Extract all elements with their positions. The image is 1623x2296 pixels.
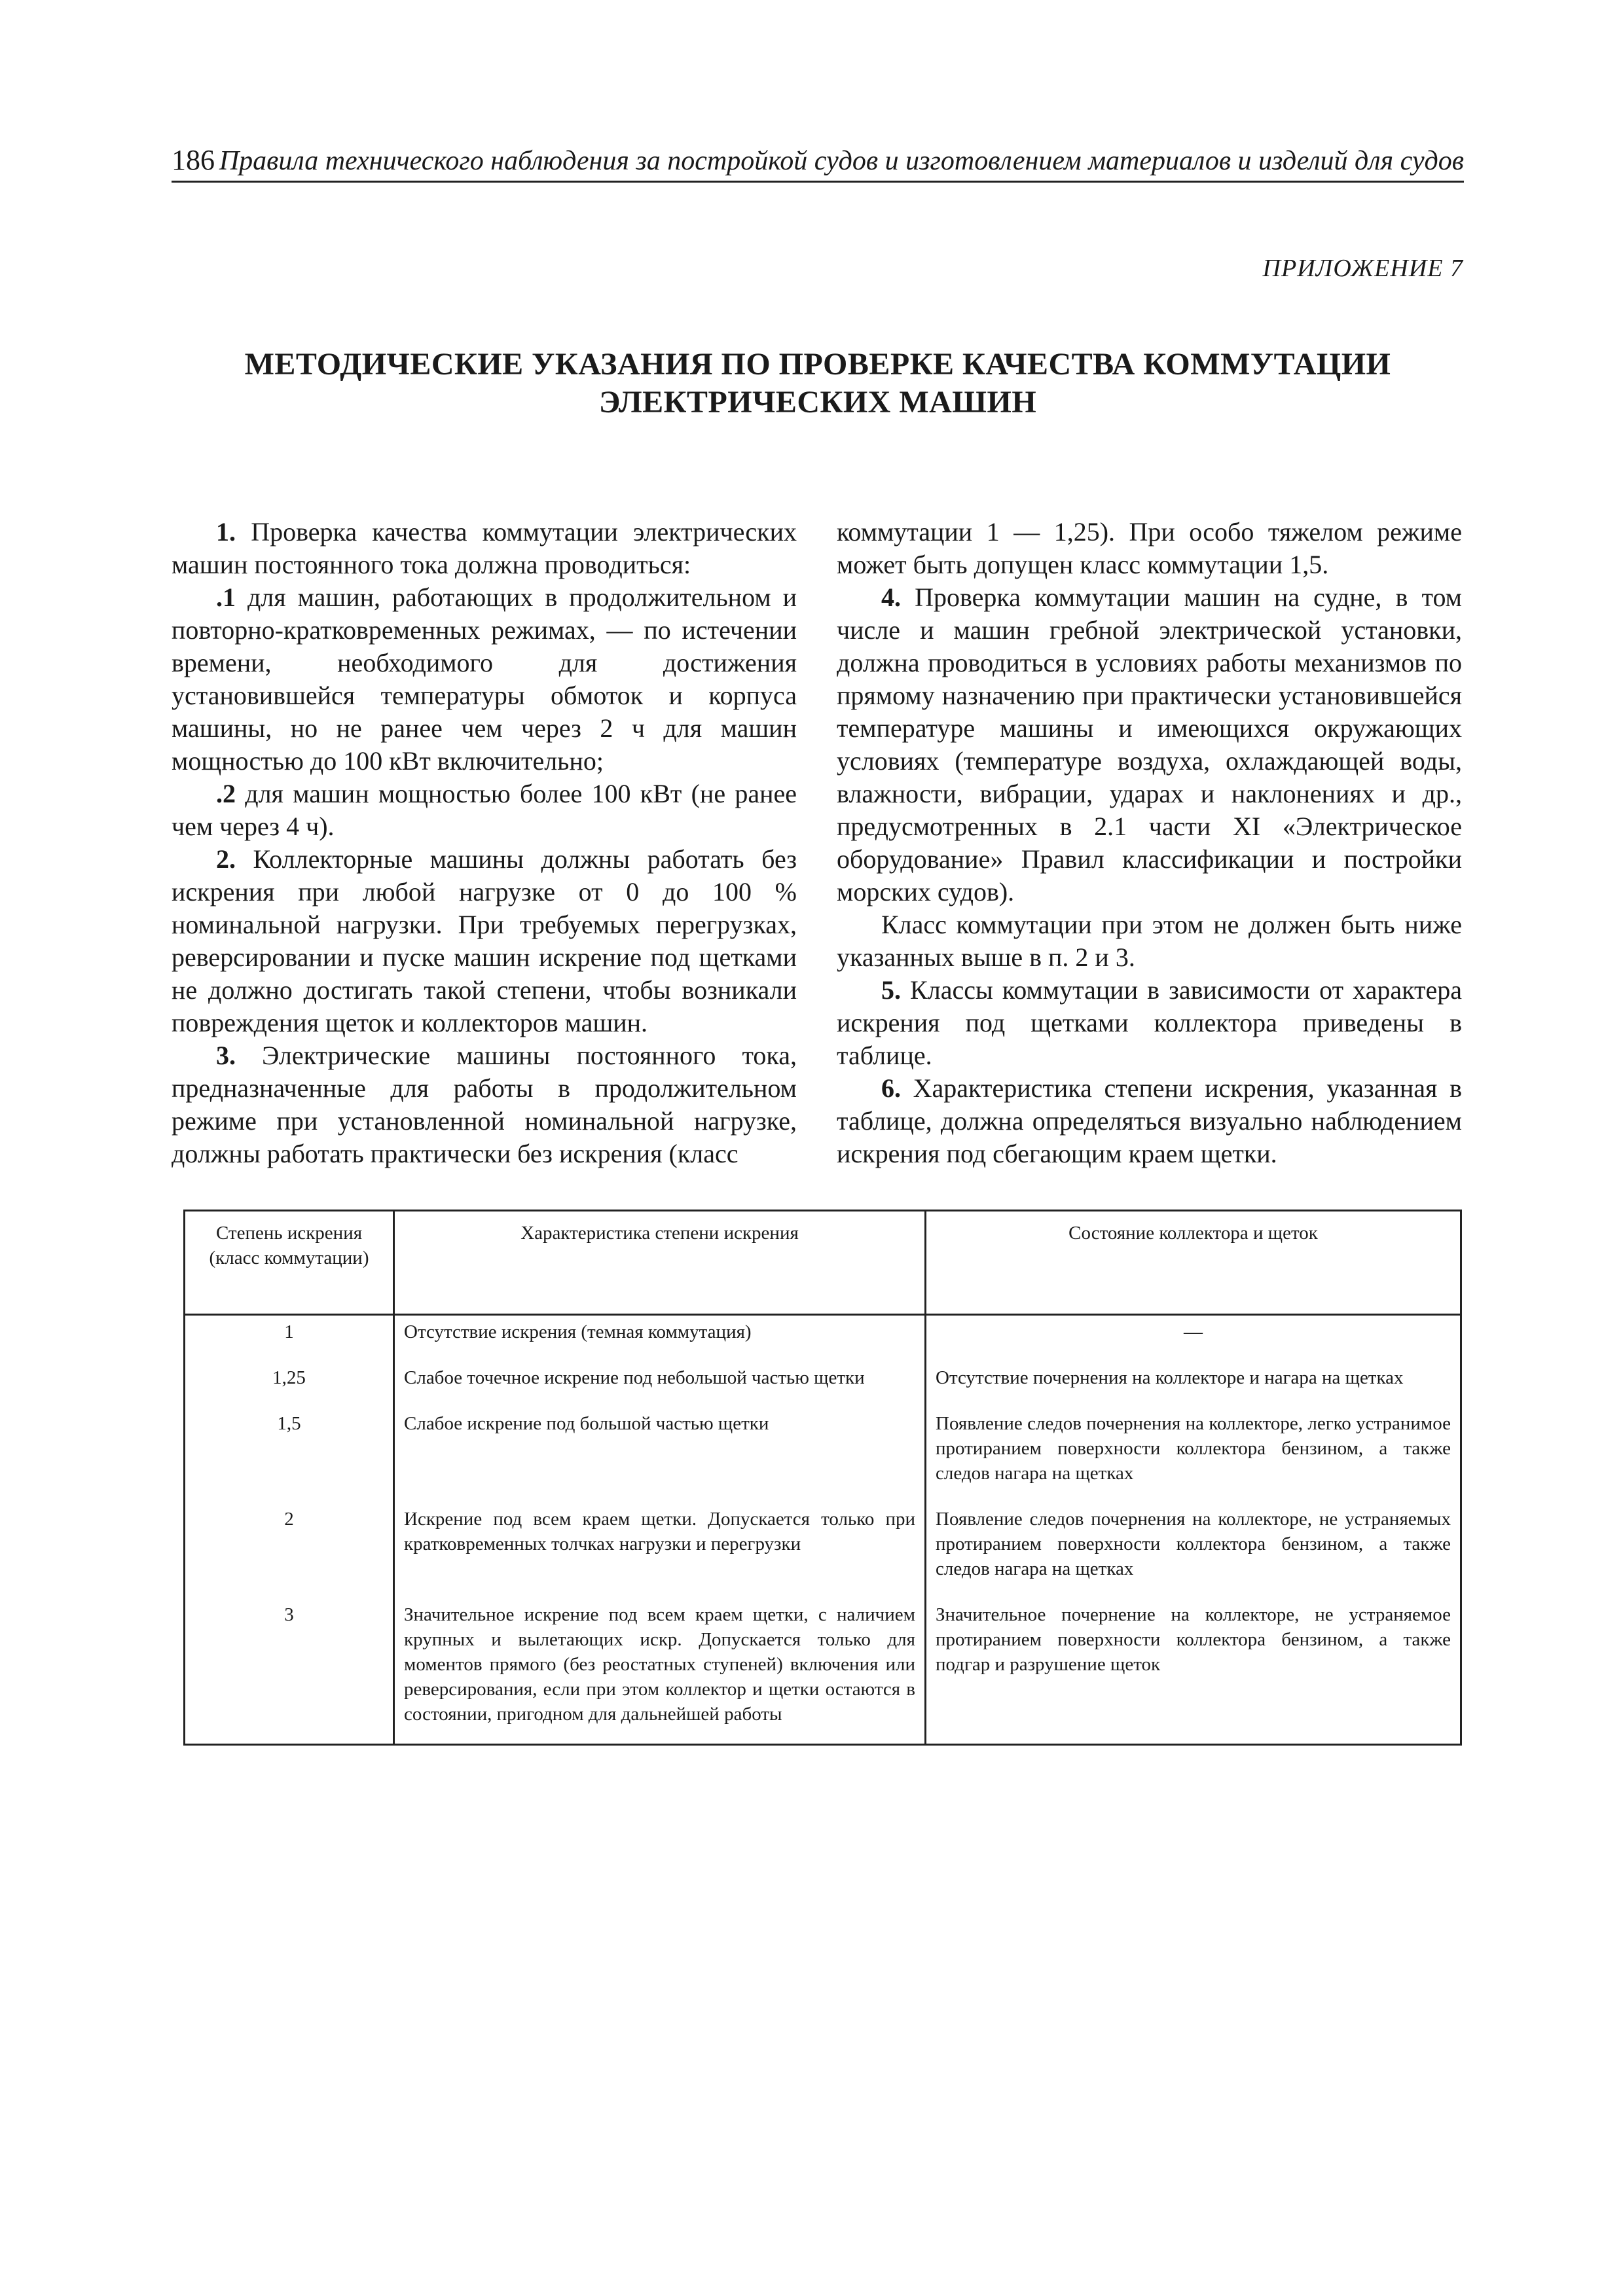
- title-line-2: ЭЛЕКТРИЧЕСКИХ МАШИН: [598, 385, 1037, 420]
- paragraph-1-2-text: для машин мощностью более 100 кВт (не ранее чем через 4 ч).: [172, 779, 797, 841]
- paragraph-1-text: Проверка качества коммутации электрических машин постоянного тока должна проводиться:: [172, 517, 797, 579]
- table-header-row: [185, 1211, 1461, 1315]
- paragraph-4: [837, 581, 1462, 908]
- paragraph-1-2-number: .2: [216, 779, 236, 808]
- paragraph-6-text: Характеристика степени искрения, указанная в таблице, должна определяться визуально наблюдением искрения под сбегающим краем щетки.: [837, 1073, 1462, 1168]
- paragraph-4-text: Проверка коммутации машин на судне, в том числе и машин гребной электрической установки, должна проводиться в условиях работы механизмов по прямому назначению при практически установившейся температуре машины и имеющихся окружающих условиях (температуре воздуха, охлаждающей воды, влажности, вибрации, ударах и наклонениях и др., предусмотренных в 2.1 части XI «Электрическое оборудование» Правил классификации и постройки морских судов).: [837, 583, 1462, 906]
- paragraph-3-number: 3.: [216, 1041, 236, 1070]
- paragraph-5-text: Классы коммутации в зависимости от характера искрения под щетками коллектора приведены в таблице.: [837, 975, 1462, 1070]
- title-line-1: МЕТОДИЧЕСКИЕ УКАЗАНИЯ ПО ПРОВЕРКЕ КАЧЕСТВА КОММУТАЦИИ: [244, 347, 1391, 382]
- cell-characteristic: Значительное искрение под всем краем щетки, с наличием крупных и вылетающих искр. Допускается только для моментов прямого (без реостатных ступеней) включения или реверсирования, если при этом коллектор и щетки остаются в состоянии, пригодном для дальнейшей работы: [394, 1598, 926, 1745]
- paragraph-5-number: 5.: [881, 975, 901, 1005]
- cell-condition: Появление следов почернения на коллекторе, легко устранимое протиранием поверхности коллектора бензином, а также следов нагара на щетках: [926, 1407, 1461, 1503]
- em-dash: —: [1184, 1321, 1203, 1342]
- paragraph-6-number: 6.: [881, 1073, 901, 1103]
- cell-characteristic: Слабое искрение под большой частью щетки: [394, 1407, 926, 1503]
- cell-condition: [926, 1315, 1461, 1362]
- cell-characteristic: Отсутствие искрения (темная коммутация): [394, 1315, 926, 1362]
- paragraph-3-text: Электрические машины постоянного тока, предназначенные для работы в продолжительном режиме при установленной номинальной нагрузке, должны работать практически без искрения (класс: [172, 1041, 797, 1168]
- paragraph-3-continuation: коммутации 1 — 1,25). При особо тяжелом режиме может быть допущен класс коммутации 1,5.: [837, 517, 1462, 579]
- header-grade: Степень искрения (класс коммутации): [185, 1211, 394, 1315]
- table-row: [185, 1598, 1461, 1745]
- cell-grade: 1: [185, 1315, 394, 1362]
- paragraph-4-number: 4.: [881, 583, 901, 612]
- table-row: [185, 1315, 1461, 1362]
- table-row: [185, 1503, 1461, 1598]
- page-number: 186: [172, 144, 215, 176]
- cell-grade: 1,25: [185, 1361, 394, 1407]
- paragraph-4-extra: Класс коммутации при этом не должен быть ниже указанных выше в п. 2 и 3.: [837, 910, 1462, 972]
- paragraph-1-number: 1.: [216, 517, 236, 547]
- paragraph-1: [172, 516, 797, 581]
- right-column: [837, 516, 1462, 1170]
- commutation-table-wrapper: [183, 1210, 1460, 1746]
- paragraph-2-number: 2.: [216, 844, 236, 874]
- cell-condition: Отсутствие почернения на коллекторе и нагара на щетках: [926, 1361, 1461, 1407]
- paragraph-1-2: [172, 778, 797, 843]
- left-column: [172, 516, 797, 1170]
- paragraph-3: [172, 1039, 797, 1170]
- document-title: [172, 346, 1464, 422]
- paragraph-5: [837, 974, 1462, 1072]
- paragraph-2-text: Коллекторные машины должны работать без искрения при любой нагрузке от 0 до 100 % номинальной нагрузки. При требуемых перегрузках, реверсировании и пуске машин искрение под щетками не должно достигать такой степени, чтобы возникали повреждения щеток и коллекторов машин.: [172, 844, 797, 1037]
- table-row: [185, 1407, 1461, 1503]
- appendix-label: ПРИЛОЖЕНИЕ 7: [1262, 255, 1463, 282]
- cell-characteristic: Слабое точечное искрение под небольшой частью щетки: [394, 1361, 926, 1407]
- paragraph-1-1: [172, 581, 797, 778]
- cell-grade: 2: [185, 1503, 394, 1598]
- cell-condition: Появление следов почернения на коллекторе, не устраняемых протиранием поверхности коллектора бензином, а также следов нагара на щетках: [926, 1503, 1461, 1598]
- cell-characteristic: Искрение под всем краем щетки. Допускается только при кратковременных толчках нагрузки и перегрузки: [394, 1503, 926, 1598]
- paragraph-6: [837, 1072, 1462, 1170]
- paragraph-1-1-text: для машин, работающих в продолжительном и повторно-кратковременных режимах, — по истечении времени, необходимого для достижения установившейся температуры обмоток и корпуса машины, но не ранее чем через 2 ч для машин мощностью до 100 кВт включительно;: [172, 583, 797, 776]
- header-characteristic: Характеристика степени искрения: [394, 1211, 926, 1315]
- commutation-table: [183, 1210, 1462, 1746]
- paragraph-1-1-number: .1: [216, 583, 236, 612]
- running-title: Правила технического наблюдения за постройкой судов и изготовлением материалов и изделий для судов: [219, 146, 1464, 176]
- cell-condition: Значительное почернение на коллекторе, не устраняемое протиранием поверхности коллектора бензином, а также подгар и разрушение щеток: [926, 1598, 1461, 1745]
- cell-grade: 1,5: [185, 1407, 394, 1503]
- cell-grade: 3: [185, 1598, 394, 1745]
- running-header: [172, 140, 1464, 183]
- paragraph-2: [172, 843, 797, 1039]
- header-condition: Состояние коллектора и щеток: [926, 1211, 1461, 1315]
- table-row: [185, 1361, 1461, 1407]
